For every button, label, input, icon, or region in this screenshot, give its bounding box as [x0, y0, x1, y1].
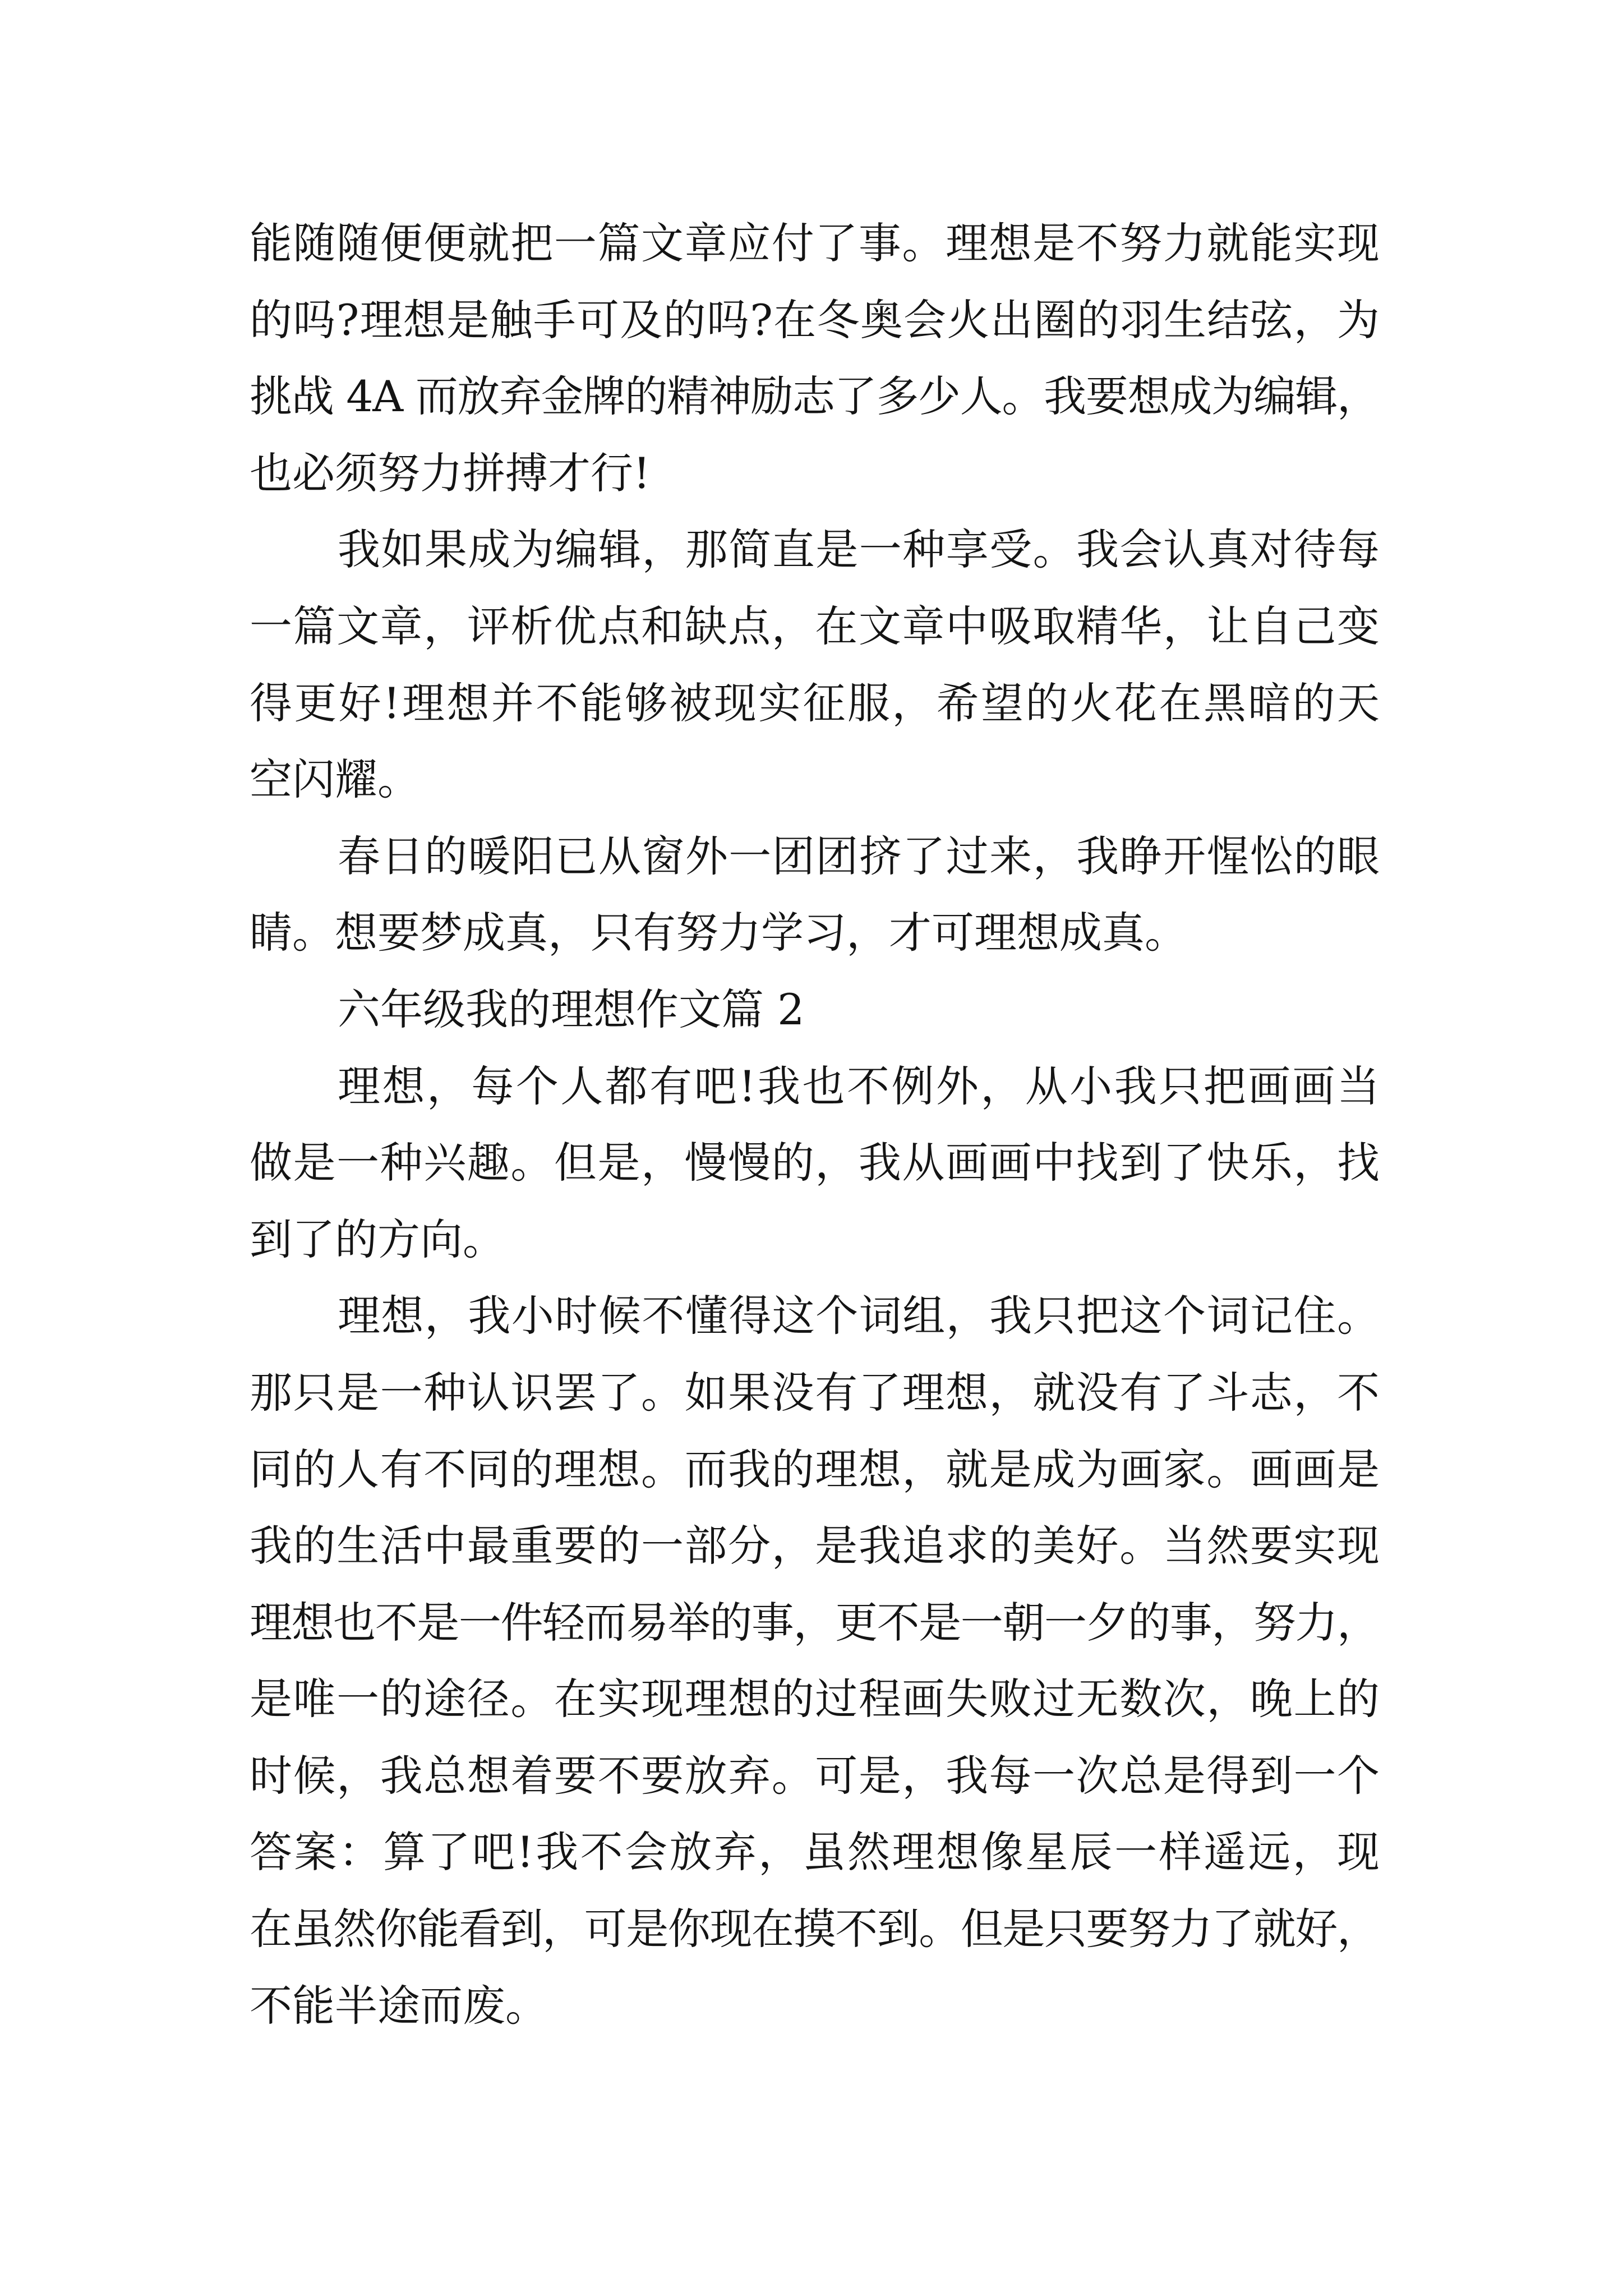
text-line: 做是一种兴趣。但是，慢慢的，我从画画中找到了快乐，找 — [250, 1138, 1381, 1188]
text-line: 是唯一的途径。在实现理想的过程画失败过无数次，晚上的 — [250, 1674, 1381, 1724]
text-line: 也必须努力拼搏才行! — [250, 448, 651, 498]
text-line: 能随随便便就把一篇文章应付了事。理想是不努力就能实现 — [250, 218, 1381, 268]
text-line: 空闪耀。 — [250, 754, 420, 805]
paragraph — [250, 1278, 1380, 2044]
text-line: 理想也不是一件轻而易举的事，更不是一朝一夕的事，努力， — [250, 1597, 1379, 1648]
text-line: 在虽然你能看到，可是你现在摸不到。但是只要努力了就好， — [250, 1904, 1379, 1954]
paragraph — [250, 1048, 1380, 1278]
text-line: 挑战 4A 而放弃金牌的精神励志了多少人。我要想成为编辑， — [250, 371, 1379, 422]
paragraph — [250, 818, 1380, 972]
paragraph — [250, 512, 1380, 818]
text-line: 那只是一种认识罢了。如果没有了理想，就没有了斗志，不 — [250, 1367, 1381, 1418]
text-line: 一篇文章，评析优点和缺点，在文章中吸取精华，让自己变 — [250, 601, 1381, 651]
text-line: 我如果成为编辑，那简直是一种享受。我会认真对待每 — [338, 524, 1381, 575]
text-line: 不能半途而废。 — [250, 1980, 548, 2031]
text-line: 理想，每个人都有吧!我也不例外，从小我只把画画当 — [338, 1061, 1382, 1111]
body-text — [250, 205, 1380, 2044]
section-heading: 六年级我的理想作文篇 2 — [338, 984, 805, 1034]
text-line: 同的人有不同的理想。而我的理想，就是成为画家。画画是 — [250, 1444, 1381, 1494]
text-line: 理想，我小时候不懂得这个词组，我只把这个词记住。 — [338, 1291, 1381, 1341]
text-line: 我的生活中最重要的一部分，是我追求的美好。当然要实现 — [250, 1521, 1381, 1571]
text-line: 睛。想要梦成真，只有努力学习，才可理想成真。 — [250, 908, 1187, 958]
paragraph — [250, 205, 1380, 512]
text-line: 得更好!理想并不能够被现实征服，希望的火花在黑暗的天 — [250, 678, 1382, 728]
text-line: 的吗?理想是触手可及的吗?在冬奥会火出圈的羽生结弦，为 — [250, 295, 1381, 345]
text-line: 时候，我总想着要不要放弃。可是，我每一次总是得到一个 — [250, 1750, 1381, 1801]
text-line: 答案：算了吧!我不会放弃，虽然理想像星辰一样遥远，现 — [250, 1827, 1382, 1878]
text-line: 到了的方向。 — [250, 1214, 505, 1264]
text-line: 春日的暖阳已从窗外一团团挤了过来，我睁开惺忪的眼 — [338, 831, 1381, 881]
